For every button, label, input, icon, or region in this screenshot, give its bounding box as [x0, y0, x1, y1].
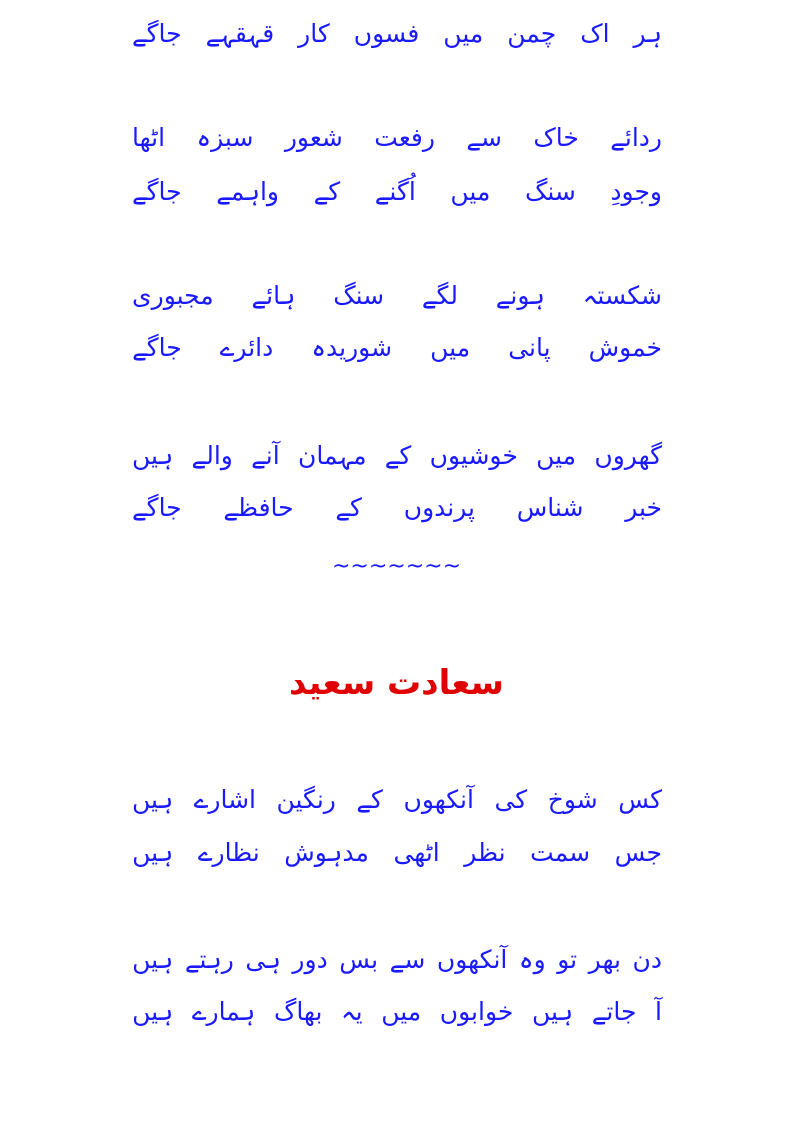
word: اُگنے [374, 177, 416, 206]
word: کے [335, 493, 362, 522]
word: جاتے [591, 997, 637, 1026]
word: سنگ [333, 281, 385, 310]
word: اٹھی [393, 838, 440, 867]
word: پرندوں [403, 493, 475, 522]
word: چمن [507, 19, 557, 48]
poet-name-heading: سعادت سعید [289, 663, 504, 703]
word: شکستہ [582, 281, 662, 310]
word: واہمے [216, 177, 279, 206]
word: کار [298, 19, 330, 48]
word: ردائے [610, 123, 662, 152]
word: قہقہے [205, 19, 275, 48]
word: فسوں [353, 19, 420, 48]
word: جاگے [132, 19, 182, 48]
word: میں [381, 997, 422, 1026]
poem1-couplet1-line1 [132, 14, 662, 54]
word: گھروں [594, 441, 662, 470]
word: دور [292, 945, 328, 974]
word: آنے [251, 441, 280, 470]
word: آ [655, 997, 662, 1026]
word: حافظے [223, 493, 294, 522]
word: اٹھا [132, 123, 166, 152]
word: اک [580, 19, 610, 48]
word: جاگے [132, 177, 182, 206]
word: یہ [341, 997, 363, 1026]
poem-end-marker: ~~~~~~~ [331, 554, 462, 579]
word: ہر [633, 19, 662, 48]
poem1-couplet2-line2 [132, 172, 662, 212]
word: نظارے [197, 838, 260, 867]
word: جاگے [132, 493, 182, 522]
word: کے [384, 441, 412, 470]
word: میں [536, 441, 577, 470]
poem1-couplet2-line1 [132, 118, 662, 158]
word: بھاگ [273, 997, 323, 1026]
word: ہائے [251, 281, 296, 310]
word: وجودِ [610, 177, 662, 206]
word: شعور [284, 123, 343, 152]
word: خوابوں [439, 997, 514, 1026]
word: خموش [588, 333, 662, 362]
word: سے [389, 945, 426, 974]
word: جاگے [132, 333, 182, 362]
word: ہیں [132, 945, 174, 974]
word: آنکھوں [403, 785, 474, 814]
word: سے [466, 123, 502, 152]
word: دن [632, 945, 662, 974]
word: تو [557, 945, 578, 974]
word: ہیں [132, 785, 174, 814]
word: سبزہ [196, 123, 254, 152]
word: سنگ [524, 177, 576, 206]
word: بس [339, 945, 379, 974]
word: ہونے [495, 281, 545, 310]
word: پانی [508, 333, 551, 362]
word: خبر [625, 493, 662, 522]
word: اشارے [193, 785, 256, 814]
word: سمت [530, 838, 591, 867]
word: رہتے [184, 945, 234, 974]
word: وہ [518, 945, 546, 974]
poem1-couplet4-line2 [132, 488, 662, 528]
word: ہیں [531, 997, 574, 1026]
word: دائرے [219, 333, 274, 362]
word: خاک [533, 123, 579, 152]
word: ہیں [132, 997, 174, 1026]
word: نظر [464, 838, 506, 867]
word: ہیں [132, 441, 174, 470]
poem2-couplet2-line2 [132, 992, 662, 1032]
word: کی [494, 785, 528, 814]
word: مہمان [298, 441, 367, 470]
word: جس [614, 838, 662, 867]
poem2-couplet1-line2 [132, 833, 662, 873]
word: شوخ [547, 785, 598, 814]
poem1-couplet4-line1 [132, 436, 662, 476]
word: آنکھوں [436, 945, 508, 974]
word: ہیں [132, 838, 174, 867]
poem1-couplet3-line2 [132, 328, 662, 368]
word: ہمارے [191, 997, 256, 1026]
word: میں [430, 333, 471, 362]
word: والے [191, 441, 233, 470]
word: شوریدہ [311, 333, 393, 362]
poem2-couplet1-line1 [132, 780, 662, 820]
word: رفعت [374, 123, 435, 152]
poem1-couplet3-line1 [132, 276, 662, 316]
word: مجبوری [132, 281, 214, 310]
word: میں [450, 177, 491, 206]
word: ہی [245, 945, 281, 974]
poem2-couplet2-line1 [132, 940, 662, 980]
word: کے [356, 785, 383, 814]
word: خوشیوں [429, 441, 518, 470]
word: کس [618, 785, 662, 814]
word: لگے [421, 281, 458, 310]
word: شناس [516, 493, 584, 522]
word: رنگین [276, 785, 336, 814]
word: مدہوش [284, 838, 369, 867]
word: بھر [588, 945, 621, 974]
word: میں [443, 19, 484, 48]
word: کے [313, 177, 341, 206]
